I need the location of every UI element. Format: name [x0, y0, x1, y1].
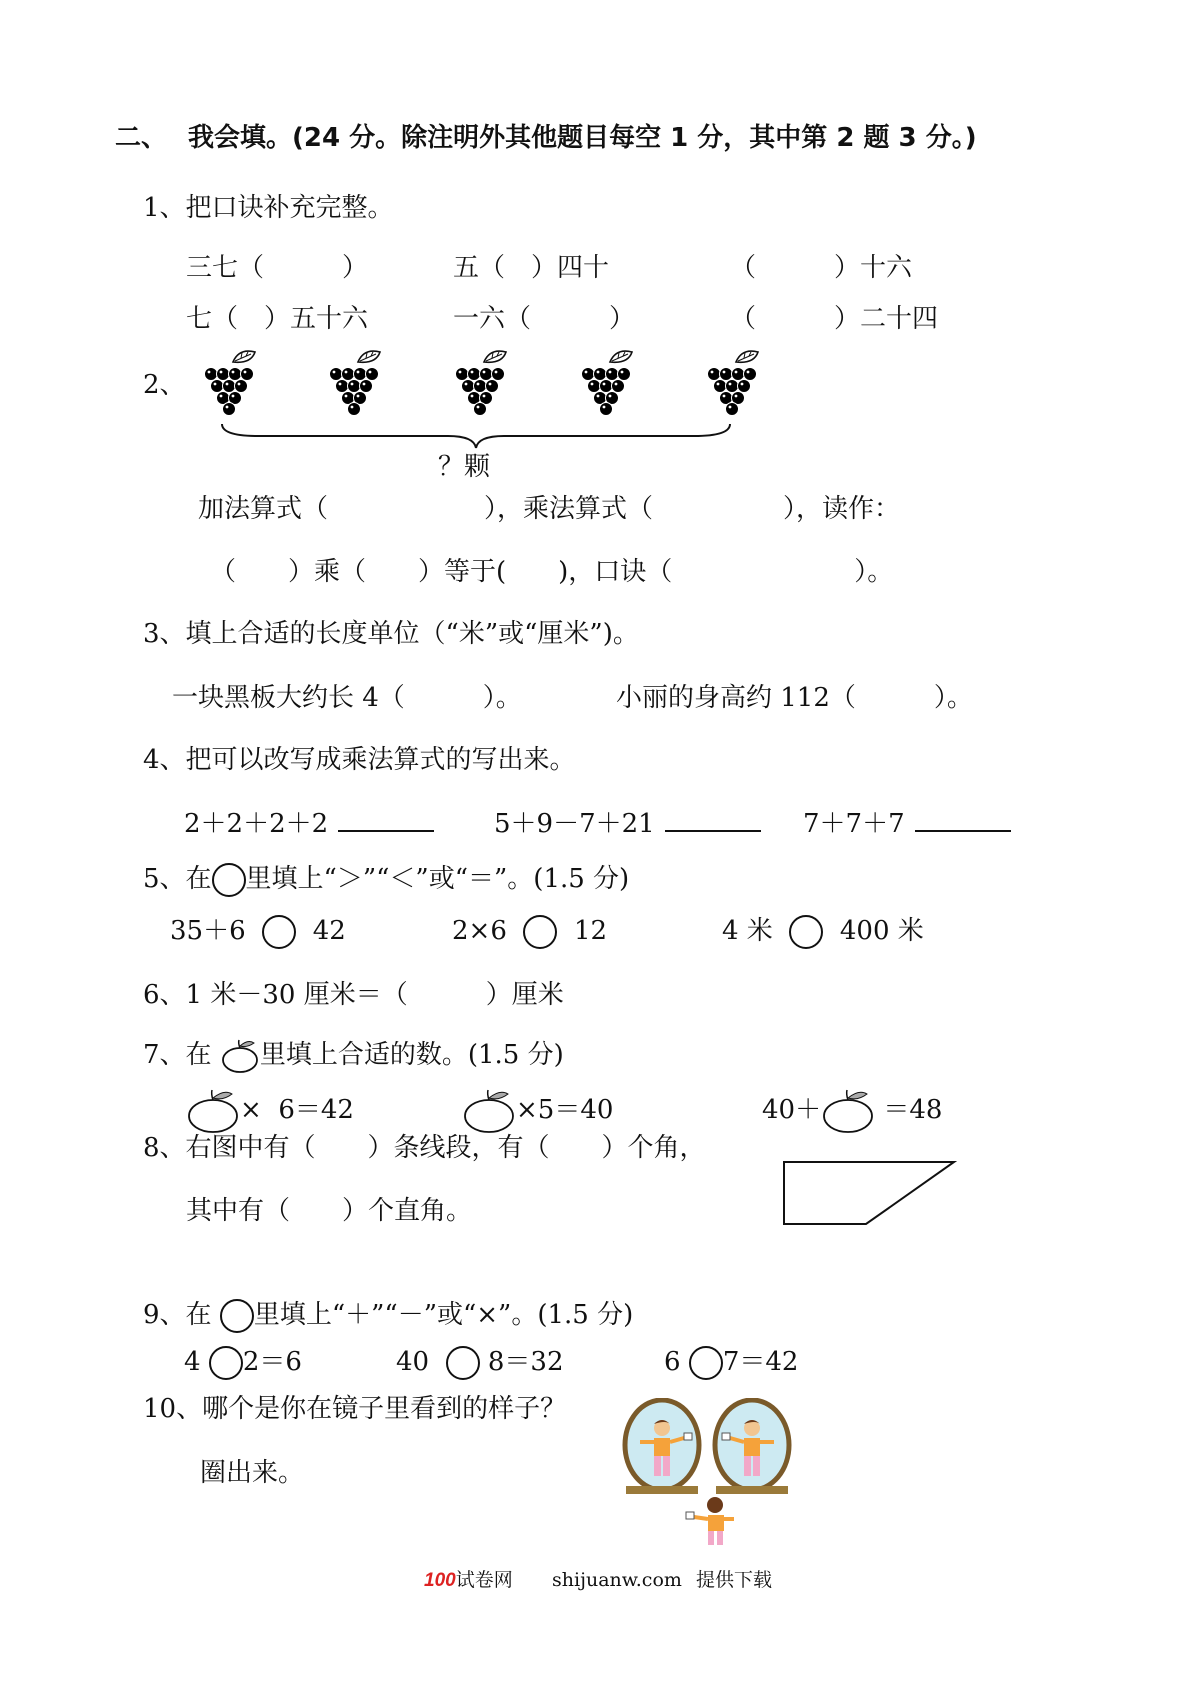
q7-label-post: 里填上合适的数。(1.5 分) — [259, 1040, 564, 1070]
q9-label-post: 里填上“＋”“－”或“×”。(1.5 分) — [253, 1300, 634, 1330]
q4-expr-2: 5＋9－7＋21 — [494, 809, 655, 839]
q2-line2[interactable]: （ ）乘（ ）等于( )，口诀（ ）。 — [210, 557, 894, 587]
footer-brand — [424, 1568, 513, 1593]
q5-item-3-left: 4 米 — [722, 916, 773, 946]
q9-item-1-right: 2＝6 — [242, 1347, 302, 1377]
q5-item-2 — [452, 915, 607, 949]
q4-label: 4、把可以改写成乘法算式的写出来。 — [143, 745, 576, 775]
brand-logo: 100 — [424, 1570, 456, 1591]
q9-circle-1[interactable] — [209, 1346, 243, 1380]
grape-icon — [580, 348, 642, 416]
q8-line2[interactable]: 其中有（ ）个直角。 — [186, 1196, 473, 1226]
q9-item-1-left: 4 — [184, 1347, 201, 1377]
q7-item-2-text: ×5＝40 — [516, 1095, 614, 1125]
q5-item-1 — [170, 915, 346, 949]
q4-answer-line-1[interactable] — [338, 808, 434, 832]
circle-icon — [220, 1299, 254, 1333]
q4-answer-line-2[interactable] — [665, 808, 761, 832]
q7-item-1-text: × 6＝42 — [240, 1095, 354, 1125]
q5-circle-3[interactable] — [789, 915, 823, 949]
q9-item-3 — [664, 1346, 798, 1380]
q9-item-1 — [184, 1346, 302, 1380]
q9-item-2 — [396, 1346, 564, 1380]
q5-item-1-left: 35＋6 — [170, 916, 246, 946]
trapezoid-figure — [782, 1160, 962, 1228]
grape-icon — [328, 348, 390, 416]
q1-blank-2[interactable]: 五（ ）四十 — [453, 253, 610, 283]
q7-apple-3[interactable] — [821, 1088, 875, 1134]
q4-expr-3: 7＋7＋7 — [803, 809, 905, 839]
q1-blank-6[interactable]: （ ）二十四 — [730, 304, 939, 334]
circle-icon — [212, 863, 246, 897]
q7-item-1 — [186, 1088, 354, 1134]
q5-circle-1[interactable] — [262, 915, 296, 949]
q4-answer-line-3[interactable] — [915, 808, 1011, 832]
section-title: 我会填。(24 分。除注明外其他题目每空 1 分，其中第 2 题 3 分。) — [188, 123, 977, 153]
q4-item1 — [184, 808, 434, 839]
q10-line1: 10、哪个是你在镜子里看到的样子？ — [143, 1394, 567, 1424]
curly-brace — [218, 420, 734, 450]
q10-line2: 圈出来。 — [200, 1458, 305, 1488]
q4-item2 — [494, 808, 761, 839]
mirror-illustration — [622, 1398, 802, 1546]
q7-apple-2[interactable] — [462, 1088, 516, 1134]
q2-label: 2、 — [143, 370, 186, 400]
q2-line1[interactable]: 加法算式（ ），乘法算式（ ），读作： — [198, 494, 901, 524]
q5-label-post: 里填上“＞”“＜”或“＝”。(1.5 分) — [245, 864, 630, 894]
q5-label-pre: 5、在 — [143, 864, 212, 894]
q9-item-3-right: 7＝42 — [722, 1347, 799, 1377]
q5-item-2-right: 12 — [573, 916, 608, 946]
q9-label — [143, 1299, 633, 1333]
q5-item-1-right: 42 — [312, 916, 346, 946]
q8-line1[interactable]: 8、右图中有（ ）条线段，有（ ）个角， — [143, 1133, 706, 1163]
q2-brace-label: ？颗 — [438, 452, 491, 482]
footer-url[interactable]: shijuanw.com — [552, 1569, 682, 1591]
q5-item-3 — [722, 915, 924, 949]
brand-site-name: 试卷网 — [455, 1569, 513, 1591]
mirror-option-1[interactable] — [625, 1400, 699, 1494]
grape-icon — [203, 348, 265, 416]
q4-expr-1: 2＋2＋2＋2 — [184, 809, 329, 839]
q5-circle-2[interactable] — [523, 915, 557, 949]
q7-item-2 — [462, 1088, 613, 1134]
q5-item-2-left: 2×6 — [452, 916, 507, 946]
q1-blank-3[interactable]: （ ）十六 — [730, 253, 913, 283]
q4-item3 — [803, 808, 1011, 839]
q1-blank-5[interactable]: 一六（ ） — [453, 304, 636, 334]
q3-item2[interactable]: 小丽的身高约 112（ ）。 — [616, 683, 973, 713]
q7-item-3 — [762, 1088, 942, 1134]
q1-blank-1[interactable]: 三七（ ） — [186, 253, 369, 283]
q1-label: 1、把口诀补充完整。 — [143, 193, 394, 223]
q9-label-pre: 9、在 — [143, 1300, 212, 1330]
q7-label — [143, 1039, 564, 1073]
grape-icon — [706, 348, 768, 416]
q3-label: 3、填上合适的长度单位（“米”或“厘米”)。 — [143, 619, 639, 649]
q3-item1[interactable]: 一块黑板大约长 4（ ）。 — [172, 683, 522, 713]
mirror-option-2[interactable] — [715, 1400, 789, 1494]
q7-item-3-post: ＝48 — [883, 1095, 943, 1125]
section-number: 二、 — [115, 123, 168, 153]
apple-icon — [220, 1039, 260, 1073]
q7-apple-1[interactable] — [186, 1088, 240, 1134]
q5-label — [143, 863, 629, 897]
q7-label-pre: 7、在 — [143, 1040, 212, 1070]
q9-item-2-left: 40 — [396, 1347, 430, 1377]
q9-circle-3[interactable] — [689, 1346, 723, 1380]
q1-blank-4[interactable]: 七（ ）五十六 — [186, 304, 369, 334]
q5-item-3-right: 400 米 — [839, 916, 924, 946]
q9-circle-2[interactable] — [446, 1346, 480, 1380]
q9-item-3-left: 6 — [664, 1347, 681, 1377]
grape-icon — [454, 348, 516, 416]
footer-note: 提供下载 — [696, 1569, 773, 1591]
q9-item-2-right: 8＝32 — [487, 1347, 564, 1377]
q6-label[interactable]: 6、1 米－30 厘米＝（ ）厘米 — [143, 980, 564, 1010]
child-figure — [686, 1497, 734, 1545]
q7-item-3-pre: 40＋ — [762, 1095, 822, 1125]
